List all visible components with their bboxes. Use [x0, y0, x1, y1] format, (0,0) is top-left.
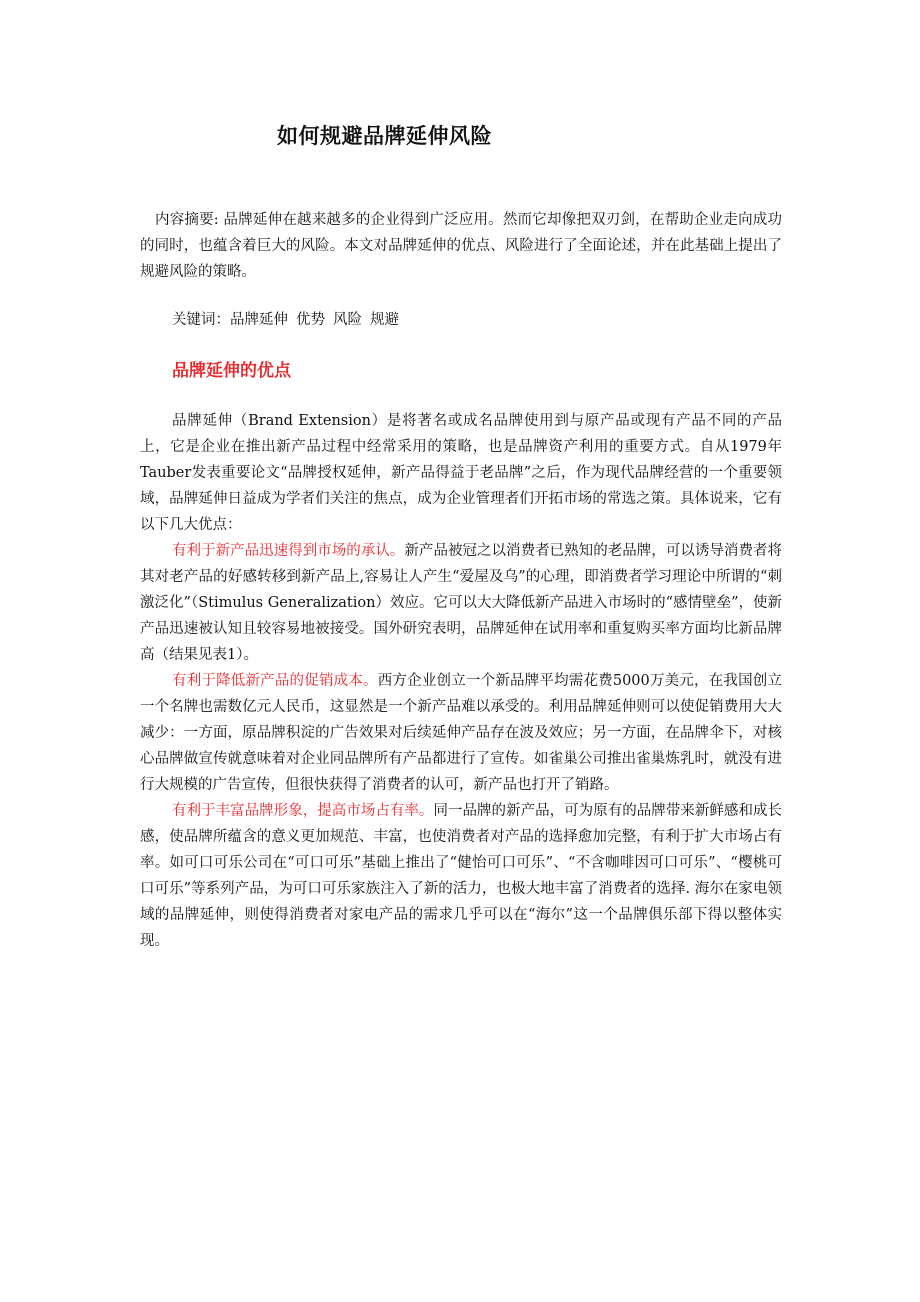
advantage-text: 同一品牌的新产品，可为原有的品牌带来新鲜感和成长感，使品牌所蕴含的意义更加规范、丰富，也使消费者对产品的选择愈加完整，有利于扩大市场占有率。如可口可乐公司在“可口可乐”基础上推出了“健怡可口可乐”、“不含咖啡因可口可乐”、“樱桃可口可乐”等系列产品，为可口可乐家族注入了新的活力，也极大地丰富了消费者的选择. 海尔在家电领域的品牌延伸，则使得消费者对家电产品的需求几乎可以在“海尔”这一个品牌俱乐部下得以整体实现。: [140, 803, 782, 949]
advantage-lead: 有利于降低新产品的促销成本。: [172, 673, 378, 689]
page-title: 如何规避品牌延伸风险: [277, 124, 492, 148]
advantage-text: 新产品被冠之以消费者已熟知的老品牌，可以诱导消费者将其对老产品的好感转移到新产品上,容易让人产生“爱屋及乌”的心理，即消费者学习理论中所谓的“刺激泛化”（Stimulus Generalization）效应。它可以大大降低新产品进入市场时的“感情壁垒”，使新产品迅速被认知且较容易地被接受。国外研究表明，品牌延伸在试用率和重复购买率方面均比新品牌高（结果见表1）。: [140, 543, 782, 663]
keyword: 品牌延伸: [230, 312, 288, 328]
advantage-paragraph: [140, 538, 782, 668]
advantage-paragraph: [140, 798, 782, 954]
keywords-label: 关键词：: [172, 312, 230, 328]
section-heading: 品牌延伸的优点: [172, 361, 291, 381]
advantage-text: 西方企业创立一个新品牌平均需花费5000万美元，在我国创立一个名牌也需数亿元人民币，这显然是一个新产品难以承受的。利用品牌延伸则可以使促销费用大大减少：一方面，原品牌积淀的广告效果对后续延伸产品存在波及效应；另一方面，在品牌伞下，对核心品牌做宣传就意味着对企业同品牌所有产品都进行了宣传。如雀巢公司推出雀巢炼乳时，就没有进行大规模的广告宣传，但很快获得了消费者的认可，新产品也打开了销路。: [140, 673, 783, 793]
keywords-line: [172, 307, 814, 333]
keyword: 优势: [296, 312, 325, 328]
keyword: 风险: [333, 312, 362, 328]
advantage-lead: 有利于丰富品牌形象，提高市场占有率。: [172, 803, 434, 819]
advantage-lead: 有利于新产品迅速得到市场的承认。: [172, 543, 405, 559]
intro-paragraph: 品牌延伸（Brand Extension）是将著名或成名品牌使用到与原产品或现有产品不同的产品上，它是企业在推出新产品过程中经常采用的策略，也是品牌资产利用的重要方式。自从1979年Tauber发表重要论文“品牌授权延伸，新产品得益于老品牌”之后，作为现代品牌经营的一个重要领域，品牌延伸日益成为学者们关注的焦点，成为企业管理者们开拓市场的常选之策。具体说来，它有以下几大优点：: [140, 413, 782, 533]
keyword: 规避: [370, 312, 399, 328]
abstract-paragraph: 内容摘要: 品牌延伸在越来越多的企业得到广泛应用。然而它却像把双刃剑，在帮助企业走向成功的同时，也蕴含着巨大的风险。本文对品牌延伸的优点、风险进行了全面论述，并在此基础上提出了规避风险的策略。: [140, 212, 782, 280]
advantage-paragraph: [140, 668, 782, 798]
body-text: [140, 408, 782, 954]
